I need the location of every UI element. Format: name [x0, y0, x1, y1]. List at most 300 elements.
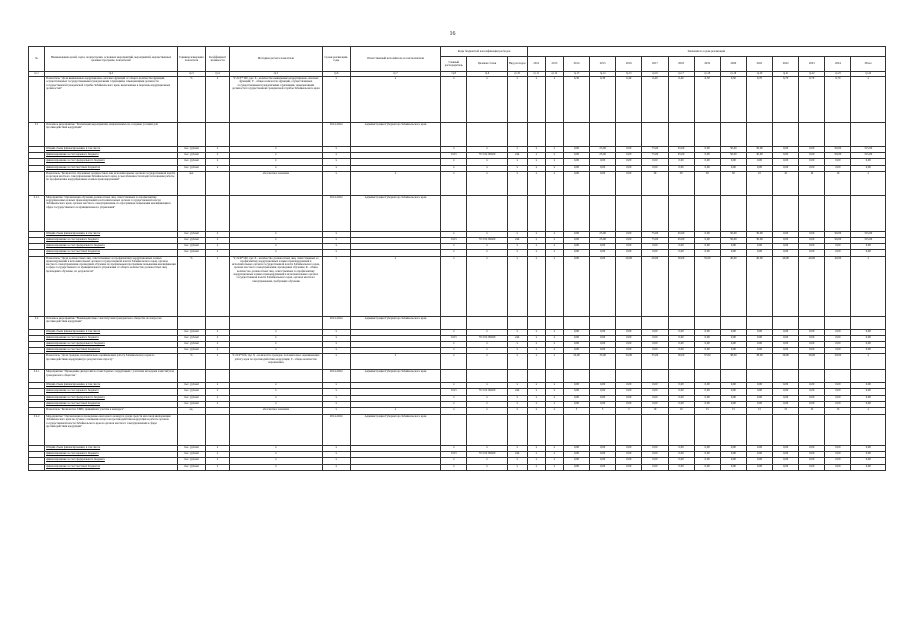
- row-name: финансирование за счет федерального бюджета: [45, 244, 178, 250]
- row-year-value: 0,00: [694, 159, 720, 165]
- header-term: Сроки реализации, годы: [322, 47, 350, 72]
- row-year-value: 0,00: [799, 446, 825, 452]
- row-number: [29, 408, 45, 415]
- row-coef: [205, 123, 229, 147]
- row-year-value: 0,00: [694, 231, 720, 237]
- row-year-value: [642, 415, 668, 446]
- row-name: Показатель "Количество обученных должностных лиц исполнительных органов государственной власти и органов местного самоуправления Забайкальского края, в чьи обязанности входит исполнение работы по профилактике коррупционных и иных правонарушений": [45, 171, 178, 195]
- row-year-value: 0,00: [720, 464, 746, 470]
- row-year-value: 0,00: [616, 250, 642, 256]
- row-year-value: 0,00: [773, 250, 799, 256]
- row-year-value: 6,50: [694, 77, 720, 123]
- row-expense-type: х: [507, 354, 527, 370]
- row-year-value: 6,70: [799, 77, 825, 123]
- row-year-value: 90,00: [825, 147, 851, 153]
- row-year-value: 0,00: [642, 159, 668, 165]
- row-target-article: х: [467, 159, 507, 165]
- row-year-value: 45,00: [668, 147, 694, 153]
- row-year-value: 0,00: [642, 244, 668, 250]
- header-year: 2018: [668, 57, 694, 72]
- row-method: х: [230, 153, 323, 159]
- row-year-value: 0,00: [720, 159, 746, 165]
- row-year-value: 6,50: [720, 77, 746, 123]
- row-target-article: х: [467, 464, 507, 470]
- row-year-value: 0,00: [825, 348, 851, 354]
- row-year-value: х: [545, 389, 563, 395]
- row-year-value: 0,00: [825, 335, 851, 341]
- row-grbs: х: [441, 446, 467, 452]
- row-year-value: 0,00: [773, 165, 799, 171]
- row-year-value: 0,00: [590, 383, 616, 389]
- row-grbs: х: [441, 159, 467, 165]
- row-year-value: [527, 370, 545, 383]
- row-name: финансирование за счет местных бюджетов: [45, 464, 178, 470]
- column-number: гр.24: [851, 72, 886, 77]
- row-method: Y=X/P*100, где: X - количество граждан, положительно оценивающих работу края по противодействию коррупции; P - общее количество опрошенных: [230, 354, 323, 370]
- header-year: 2023: [799, 57, 825, 72]
- header-year: 2020: [720, 57, 746, 72]
- row-year-value: 0,00: [563, 329, 589, 335]
- row-year-value: 0,00: [720, 458, 746, 464]
- row-name: Общий объем финансирования, в том числе: [45, 329, 178, 335]
- row-name: Мероприятие "Организация и проведение ежегодного конкурса среди средств массовой информации Забайкальского края на лучшее освещение вопросов противодействия коррупции и работы органов государственной власти Забайкальского края и органов местного самоуправления в сфере противодействия коррупции": [45, 415, 178, 446]
- row-year-value: 0,00: [799, 237, 825, 243]
- row-grbs: х: [441, 395, 467, 401]
- header-year: 2024: [825, 57, 851, 72]
- row-unit: тыс. рублей: [177, 464, 205, 470]
- column-number: гр.20: [746, 72, 772, 77]
- row-coef: х: [205, 389, 229, 395]
- row-term: 2014-2024: [322, 370, 350, 383]
- row-coef: х: [205, 401, 229, 407]
- row-method: х: [230, 237, 323, 243]
- row-coef: х: [205, 256, 229, 316]
- row-year-value: х: [545, 244, 563, 250]
- row-year-value: 0,00: [616, 395, 642, 401]
- row-unit: %: [177, 354, 205, 370]
- row-target-article: 79 3 02 09020: [467, 153, 507, 159]
- row-target-article: [467, 123, 507, 147]
- row-year-value: х: [545, 341, 563, 347]
- row-year-value: 0,00: [616, 165, 642, 171]
- row-year-value: [616, 370, 642, 383]
- row-year-value: [851, 370, 886, 383]
- row-year-value: х: [527, 231, 545, 237]
- row-coef: [205, 408, 229, 415]
- row-unit: [177, 370, 205, 383]
- row-year-value: [668, 415, 694, 446]
- row-grbs: 0115: [441, 389, 467, 395]
- row-year-value: 0,00: [799, 147, 825, 153]
- row-year-value: 40,00: [773, 256, 799, 316]
- row-year-value: 0,00: [616, 401, 642, 407]
- row-year-value: 0,00: [668, 348, 694, 354]
- row-method: х: [230, 348, 323, 354]
- row-method: х: [230, 452, 323, 458]
- row-year-value: [825, 370, 851, 383]
- row-grbs: [441, 195, 467, 231]
- row-year-value: 0,00: [720, 341, 746, 347]
- row-method: х: [230, 165, 323, 171]
- row-target-article: [467, 370, 507, 383]
- row-year-value: 30: [720, 171, 746, 195]
- row-expense-type: х: [507, 250, 527, 256]
- row-year-value: 0,00: [799, 153, 825, 159]
- row-year-value: 40,00: [799, 256, 825, 316]
- row-year-value: 15: [746, 408, 772, 415]
- row-year-value: 0,00: [590, 329, 616, 335]
- row-coef: х: [205, 250, 229, 256]
- row-year-value: х: [527, 244, 545, 250]
- row-year-value: 0,00: [563, 389, 589, 395]
- row-year-value: х: [545, 408, 563, 415]
- row-year-value: [720, 123, 746, 147]
- row-method: х: [230, 244, 323, 250]
- row-year-value: х: [527, 329, 545, 335]
- row-year-value: 0,00: [590, 159, 616, 165]
- row-year-value: 0,00: [799, 389, 825, 395]
- column-number: гр.1: [29, 72, 45, 77]
- row-year-value: 0,00: [799, 464, 825, 470]
- row-year-value: 45,00: [668, 231, 694, 237]
- row-name: финансирование за счет местных бюджетов: [45, 348, 178, 354]
- header-unit: Единица измерения показателя: [177, 47, 205, 72]
- row-term: х: [322, 153, 350, 159]
- row-year-value: 0,00: [799, 458, 825, 464]
- row-year-value: х: [527, 159, 545, 165]
- row-year-value: 0,00: [642, 446, 668, 452]
- row-year-value: 0,00: [720, 395, 746, 401]
- row-year-value: 0,00: [563, 452, 589, 458]
- row-year-value: 0,00: [773, 237, 799, 243]
- row-year-value: [746, 415, 772, 446]
- row-term: х: [322, 341, 350, 347]
- row-year-value: 0,00: [799, 395, 825, 401]
- row-term: х: [322, 147, 350, 153]
- row-term: х: [322, 159, 350, 165]
- row-term: х: [322, 348, 350, 354]
- row-target-article: х: [467, 171, 507, 195]
- row-method: [230, 195, 323, 231]
- row-year-value: 0,00: [563, 256, 589, 316]
- row-year-value: 30: [642, 171, 668, 195]
- table-row: [29, 256, 886, 316]
- row-method: х: [230, 335, 323, 341]
- row-name: Мероприятие "Проведение дискуссий по теме борьбы с коррупцией с участием молодежи и институтов гражданского общества": [45, 370, 178, 383]
- row-year-value: 0,00: [616, 446, 642, 452]
- row-year-value: [694, 415, 720, 446]
- row-year-value: 0,00: [851, 395, 886, 401]
- row-year-value: [851, 123, 886, 147]
- row-year-value: х: [527, 348, 545, 354]
- row-expense-type: х: [507, 171, 527, 195]
- row-unit: тыс. рублей: [177, 335, 205, 341]
- row-name: финансирование за счет местных бюджетов: [45, 250, 178, 256]
- row-year-value: 0,00: [773, 335, 799, 341]
- row-year-value: 10: [746, 171, 772, 195]
- row-year-value: [825, 123, 851, 147]
- row-year-value: х: [545, 354, 563, 370]
- row-year-value: х: [851, 171, 886, 195]
- row-year-value: [799, 415, 825, 446]
- row-year-value: 0,00: [746, 383, 772, 389]
- row-year-value: 0,00: [773, 159, 799, 165]
- row-year-value: 0,00: [851, 159, 886, 165]
- row-year-value: 0,00: [563, 341, 589, 347]
- row-expense-type: х: [507, 231, 527, 237]
- row-year-value: 0,00: [720, 348, 746, 354]
- table-row: [29, 123, 886, 147]
- column-number: гр.9: [467, 72, 507, 77]
- row-year-value: [720, 316, 746, 329]
- row-year-value: 0,00: [799, 159, 825, 165]
- row-expense-type: [507, 415, 527, 446]
- row-year-value: 0,00: [694, 244, 720, 250]
- row-name: финансирование за счет федерального бюджета: [45, 395, 178, 401]
- row-year-value: 0,00: [851, 250, 886, 256]
- row-year-value: 0,00: [590, 341, 616, 347]
- row-year-value: [720, 415, 746, 446]
- row-target-article: 79 3 02 09020: [467, 452, 507, 458]
- row-grbs: х: [441, 250, 467, 256]
- row-unit: тыс. рублей: [177, 147, 205, 153]
- row-year-value: 0,00: [668, 383, 694, 389]
- row-year-value: х: [527, 452, 545, 458]
- row-target-article: х: [467, 165, 507, 171]
- row-year-value: 0,00: [590, 446, 616, 452]
- row-grbs: х: [441, 341, 467, 347]
- row-term: х: [322, 464, 350, 470]
- row-year-value: [590, 415, 616, 446]
- row-method: х: [230, 341, 323, 347]
- row-year-value: 0,00: [642, 250, 668, 256]
- row-year-value: [563, 123, 589, 147]
- row-year-value: [851, 415, 886, 446]
- row-method: х: [230, 250, 323, 256]
- row-year-value: 34,00: [616, 354, 642, 370]
- row-year-value: 315,00: [851, 147, 886, 153]
- row-year-value: 39,00: [773, 354, 799, 370]
- row-year-value: 0,00: [851, 348, 886, 354]
- row-target-article: 79 3 02 09020: [467, 389, 507, 395]
- row-year-value: [773, 370, 799, 383]
- row-target-article: х: [467, 147, 507, 153]
- row-year-value: 0,00: [642, 329, 668, 335]
- column-number: гр.11: [527, 72, 545, 77]
- row-year-value: 0,00: [773, 464, 799, 470]
- row-year-value: 0,00: [746, 458, 772, 464]
- row-year-value: 0,00: [668, 401, 694, 407]
- row-expense-type: х: [507, 464, 527, 470]
- row-unit: тыс. рублей: [177, 341, 205, 347]
- row-target-article: х: [467, 458, 507, 464]
- row-year-value: 0,00: [694, 147, 720, 153]
- row-year-value: 0,00: [563, 446, 589, 452]
- row-year-value: х: [545, 458, 563, 464]
- row-term: х: [322, 389, 350, 395]
- row-year-value: [527, 415, 545, 446]
- row-year-value: х: [527, 77, 545, 123]
- row-year-value: 0,00: [563, 147, 589, 153]
- row-expense-type: х: [507, 77, 527, 123]
- row-year-value: 15: [799, 408, 825, 415]
- row-year-value: 315,00: [851, 237, 886, 243]
- row-year-value: 0,00: [563, 165, 589, 171]
- row-year-value: х: [527, 464, 545, 470]
- row-year-value: 0,00: [694, 389, 720, 395]
- row-year-value: 0,00: [642, 335, 668, 341]
- row-year-value: 0,00: [773, 458, 799, 464]
- row-year-value: 0,00: [851, 165, 886, 171]
- row-name: Основное мероприятие "Реализация мероприятий, направленных на создание условий для противодействия коррупции": [45, 123, 178, 147]
- row-year-value: [825, 415, 851, 446]
- row-year-value: 0,00: [668, 250, 694, 256]
- row-coef: х: [205, 237, 229, 243]
- row-unit: тыс. рублей: [177, 153, 205, 159]
- row-method: абсолютное значение: [230, 408, 323, 415]
- column-number: гр.2: [45, 72, 178, 77]
- row-year-value: х: [545, 395, 563, 401]
- row-responsible: Администрация Губернатора Забайкальского края: [350, 370, 441, 383]
- row-year-value: 0,00: [746, 329, 772, 335]
- row-year-value: [616, 316, 642, 329]
- row-year-value: 0,00: [851, 383, 886, 389]
- row-unit: [177, 123, 205, 147]
- row-year-value: 35,00: [642, 354, 668, 370]
- row-year-value: 0,00: [746, 335, 772, 341]
- row-year-value: 5: [563, 408, 589, 415]
- row-year-value: [545, 195, 563, 231]
- row-year-value: 30: [668, 171, 694, 195]
- row-year-value: 0,00: [668, 159, 694, 165]
- row-year-value: 0,00: [694, 165, 720, 171]
- row-year-value: 0,00: [799, 244, 825, 250]
- row-year-value: х: [545, 335, 563, 341]
- row-year-value: [642, 316, 668, 329]
- row-year-value: [851, 195, 886, 231]
- row-year-value: х: [527, 335, 545, 341]
- row-year-value: 0,00: [799, 335, 825, 341]
- row-year-value: х: [545, 256, 563, 316]
- column-number: гр.5: [230, 72, 323, 77]
- row-year-value: х: [545, 159, 563, 165]
- row-term: х: [322, 446, 350, 452]
- row-coef: х: [205, 153, 229, 159]
- row-year-value: 10: [825, 171, 851, 195]
- column-number: гр.4: [205, 72, 229, 77]
- row-year-value: 0,00: [851, 244, 886, 250]
- row-year-value: 0,00: [851, 389, 886, 395]
- row-year-value: 0,00: [773, 231, 799, 237]
- row-year-value: 0,00: [825, 446, 851, 452]
- row-unit: тыс. рублей: [177, 165, 205, 171]
- row-unit: тыс. рублей: [177, 383, 205, 389]
- row-year-value: [799, 123, 825, 147]
- row-year-value: 10: [799, 171, 825, 195]
- row-year-value: 45,00: [668, 153, 694, 159]
- column-number: гр.12: [545, 72, 563, 77]
- row-year-value: 0,00: [720, 452, 746, 458]
- row-grbs: 0115: [441, 237, 467, 243]
- row-coef: х: [205, 244, 229, 250]
- row-year-value: х: [545, 401, 563, 407]
- row-year-value: [545, 415, 563, 446]
- column-number: гр.22: [799, 72, 825, 77]
- column-number: гр.21: [773, 72, 799, 77]
- row-year-value: 0,00: [746, 348, 772, 354]
- row-year-value: 0,00: [720, 335, 746, 341]
- row-method: х: [230, 147, 323, 153]
- row-year-value: 0,00: [773, 383, 799, 389]
- row-method: х: [230, 389, 323, 395]
- row-name: Показатель "Доля выявленных коррупционно-опасных функций от общего количества функций, осуществляемых государственными гражданскими служащими, замещающими должности государственной гражданской службы Забайкальского края, включенные в перечень коррупционных должностей": [45, 77, 178, 123]
- row-expense-type: х: [507, 408, 527, 415]
- row-year-value: 0,00: [825, 458, 851, 464]
- row-year-value: 6,40: [668, 77, 694, 123]
- row-year-value: х: [527, 341, 545, 347]
- row-year-value: [668, 370, 694, 383]
- row-year-value: 0,00: [563, 159, 589, 165]
- row-method: Y=X/R*100, где: X - количество должностных лиц, ответственных за профилактику коррупционных и иных правонарушений в исполнительных органах государственной власти Забайкальского края, органах местного самоуправления, прошедших обучение; R - общее количество должностных лиц, ответственных за профилактику коррупционных и иных правонарушений в исполнительных органах государственной власти Забайкальского края, органах местного самоуправления, требующих обучения: [230, 256, 323, 316]
- row-year-value: х: [545, 77, 563, 123]
- column-number: гр.23: [825, 72, 851, 77]
- row-year-value: 0,00: [590, 401, 616, 407]
- row-year-value: 0,00: [616, 335, 642, 341]
- row-year-value: [851, 316, 886, 329]
- table-row: [29, 195, 886, 231]
- row-year-value: х: [545, 446, 563, 452]
- row-term: х: [322, 250, 350, 256]
- program-indicators-table: [28, 46, 886, 471]
- row-term: х: [322, 452, 350, 458]
- header-budget-col: Вид расходов: [507, 57, 527, 72]
- row-year-value: 10: [642, 408, 668, 415]
- row-year-value: 50,00: [720, 231, 746, 237]
- row-year-value: 0,00: [746, 165, 772, 171]
- row-year-value: 0,00: [773, 341, 799, 347]
- row-year-value: 6,70: [825, 77, 851, 123]
- row-year-value: [527, 195, 545, 231]
- row-coef: х: [205, 452, 229, 458]
- row-year-value: 0,00: [616, 159, 642, 165]
- row-term: х: [322, 335, 350, 341]
- header-year: Итого: [851, 57, 886, 72]
- row-year-value: 0,00: [799, 401, 825, 407]
- row-expense-type: 244: [507, 335, 527, 341]
- row-year-value: х: [527, 383, 545, 389]
- row-coef: х: [205, 335, 229, 341]
- row-year-value: 0,00: [590, 335, 616, 341]
- row-grbs: 0115: [441, 452, 467, 458]
- row-unit: тыс. рублей: [177, 458, 205, 464]
- row-year-value: 0,00: [799, 329, 825, 335]
- row-year-value: 0,00: [616, 348, 642, 354]
- row-year-value: 0,00: [563, 153, 589, 159]
- row-year-value: [642, 123, 668, 147]
- row-year-value: 0,00: [773, 389, 799, 395]
- row-method: [230, 123, 323, 147]
- row-target-article: х: [467, 408, 507, 415]
- row-term: х: [322, 401, 350, 407]
- header-values-by-year: Значения по годам реализации: [527, 47, 885, 57]
- header-year: 2013: [545, 57, 563, 72]
- row-expense-type: х: [507, 159, 527, 165]
- row-year-value: 0,00: [590, 458, 616, 464]
- column-number: гр.13: [563, 72, 589, 77]
- row-expense-type: [507, 316, 527, 329]
- row-method: х: [230, 329, 323, 335]
- row-year-value: 0,00: [851, 458, 886, 464]
